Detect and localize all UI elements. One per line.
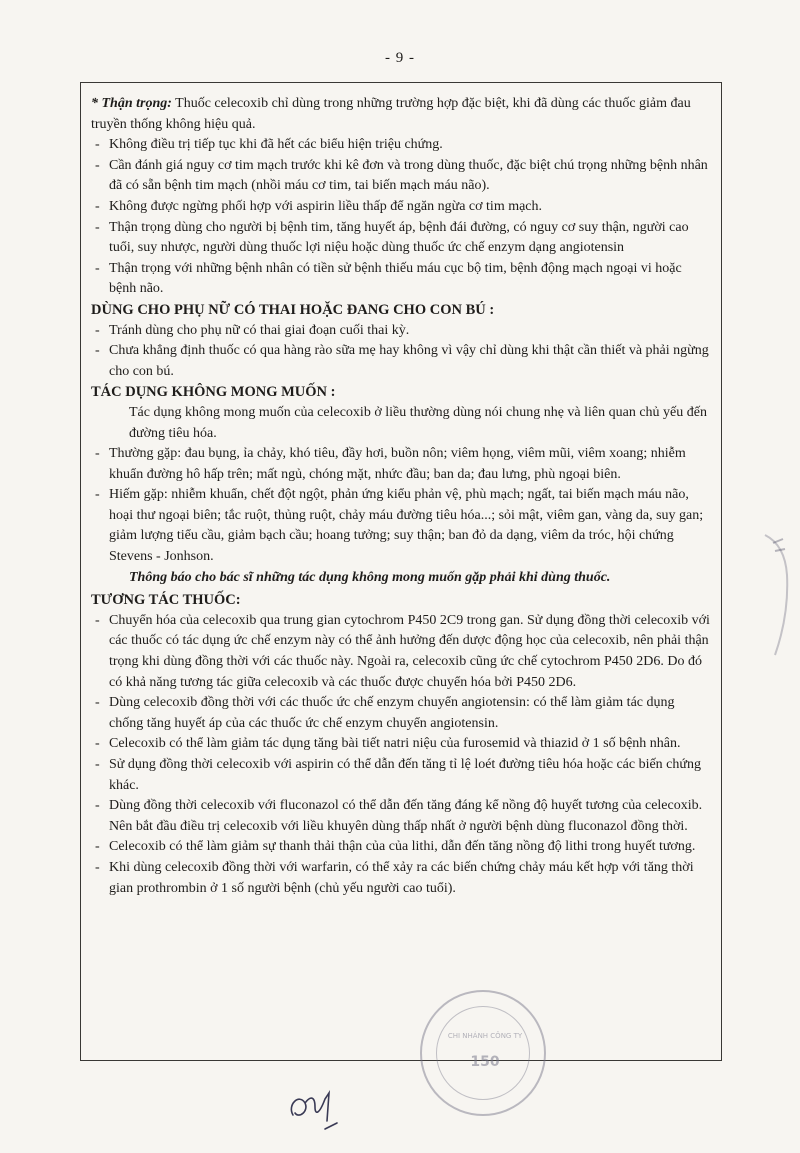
list-item: - Không điều trị tiếp tục khi đã hết các biểu hiện triệu chứng. [91, 135, 711, 156]
signature-mark [285, 1085, 355, 1135]
page-number: - 9 - [385, 50, 415, 66]
caution-list [91, 135, 711, 300]
pregnancy-heading: DÙNG CHO PHỤ NỮ CÓ THAI HOẶC ĐANG CHO CON BÚ : [91, 301, 495, 318]
side-effects-list [91, 444, 711, 568]
side-effects-heading: TÁC DỤNG KHÔNG MONG MUỐN : [91, 384, 336, 401]
interactions-heading: TƯƠNG TÁC THUỐC: [91, 592, 241, 609]
list-item: - Khi dùng celecoxib đồng thời với warfarin, có thể xảy ra các biến chứng chảy máu kết hợp với tăng thời gian prothrombin ở 1 số người bệnh (chủ yếu người cao tuổi). [91, 858, 711, 899]
side-effects-intro: Tác dụng không mong muốn của celecoxib ở liều thường dùng nói chung nhẹ và liên quan chủ yếu đến đường tiêu hóa. [129, 404, 707, 441]
list-item: - Chưa khẳng định thuốc có qua hàng rào sữa mẹ hay không vì vậy chỉ dùng khi thật cần thiết và phải ngừng cho con bú. [91, 341, 711, 382]
list-item: - Hiếm gặp: nhiễm khuẩn, chết đột ngột, phản ứng kiểu phản vệ, phù mạch; ngất, tai biến mạch máu não, hoại thư ngoại biên; tắc ruột, thủng ruột, chảy máu đường tiêu hóa...; sỏi mật, viêm gan, vàng da, suy gan; giảm lượng tiểu cầu, giảm bạch cầu; hoang tưởng; suy thận; ban đỏ da dạng, viêm da tróc, hội chứng Stevens - Jonhson. [91, 485, 711, 567]
list-item: - Thận trọng dùng cho người bị bệnh tim, tăng huyết áp, bệnh đái đường, có nguy cơ suy thận, người cao tuổi, suy nhược, người dùng thuốc lợi niệu hoặc dùng thuốc ức chế enzym dạng angiotensin [91, 218, 711, 259]
list-item: - Dùng celecoxib đồng thời với các thuốc ức chế enzym chuyển angiotensin: có thể làm giảm tác dụng chống tăng huyết áp của các thuốc ức chế enzym chuyển angiotensin. [91, 693, 711, 734]
list-item: - Dùng đồng thời celecoxib với fluconazol có thể dẫn đến tăng đáng kể nồng độ huyết tương của celecoxib. Nên bắt đầu điều trị celecoxib với liều khuyên dùng thấp nhất ở người bệnh dùng fluconazol đồng thời. [91, 796, 711, 837]
list-item: - Không được ngừng phối hợp với aspirin liều thấp để ngăn ngừa cơ tim mạch. [91, 197, 711, 218]
side-effects-notice: Thông báo cho bác sĩ những tác dụng không mong muốn gặp phải khi dùng thuốc. [129, 569, 611, 585]
stamp-number: 150 [470, 1054, 500, 1070]
list-item: - Tránh dùng cho phụ nữ có thai giai đoạn cuối thai kỳ. [91, 321, 711, 342]
edge-stamp-fragment [755, 515, 795, 675]
list-item: - Celecoxib có thể làm giảm sự thanh thải thận của của lithi, dẫn đến tăng nồng độ lithi trong huyết tương. [91, 837, 711, 858]
document-frame [80, 82, 722, 1061]
pregnancy-list [91, 321, 711, 383]
list-item: - Sử dụng đồng thời celecoxib với aspirin có thể dẫn đến tăng tỉ lệ loét đường tiêu hóa hoặc các biến chứng khác. [91, 755, 711, 796]
caution-text: Thuốc celecoxib chỉ dùng trong những trường hợp đặc biệt, khi đã dùng các thuốc giảm đau truyền thống không hiệu quả. [91, 96, 691, 132]
stamp-inner-ring [436, 1006, 530, 1100]
caution-label: * Thận trọng: [91, 96, 172, 111]
interactions-list [91, 611, 711, 899]
list-item: - Thường gặp: đau bụng, ỉa chảy, khó tiêu, đầy hơi, buồn nôn; viêm họng, viêm mũi, viêm xoang; nhiễm khuẩn đường hô hấp trên; mất ngủ, chóng mặt, nhức đầu; ban da; đau lưng, phù ngoại biên. [91, 444, 711, 485]
company-stamp [420, 990, 546, 1116]
list-item: - Celecoxib có thể làm giảm tác dụng tăng bài tiết natri niệu của furosemid và thiazid ở 1 số bệnh nhân. [91, 734, 711, 755]
caution-lead [91, 94, 711, 135]
list-item: - Chuyển hóa của celecoxib qua trung gian cytochrom P450 2C9 trong gan. Sử dụng đồng thời celecoxib với các thuốc có tác dụng ức chế enzym này có thể ảnh hưởng đến dược động học của celecoxib, nên phải thận trọng khi dùng đồng thời với các thuốc này. Ngoài ra, celecoxib cũng ức chế cytochrom P450 2D6. Do đó có khả năng tương tác giữa celecoxib và các thuốc được chuyển hóa bởi P450 2D6. [91, 611, 711, 693]
stamp-text: CHI NHÁNH CÔNG TY [447, 1032, 523, 1040]
list-item: - Thận trọng với những bệnh nhân có tiền sử bệnh thiếu máu cục bộ tim, bệnh động mạch ngoại vi hoặc bệnh não. [91, 259, 711, 300]
list-item: - Cần đánh giá nguy cơ tim mạch trước khi kê đơn và trong dùng thuốc, đặc biệt chú trọng những bệnh nhân đã có sẵn bệnh tim mạch (nhồi máu cơ tim, tai biến mạch máu não). [91, 156, 711, 197]
